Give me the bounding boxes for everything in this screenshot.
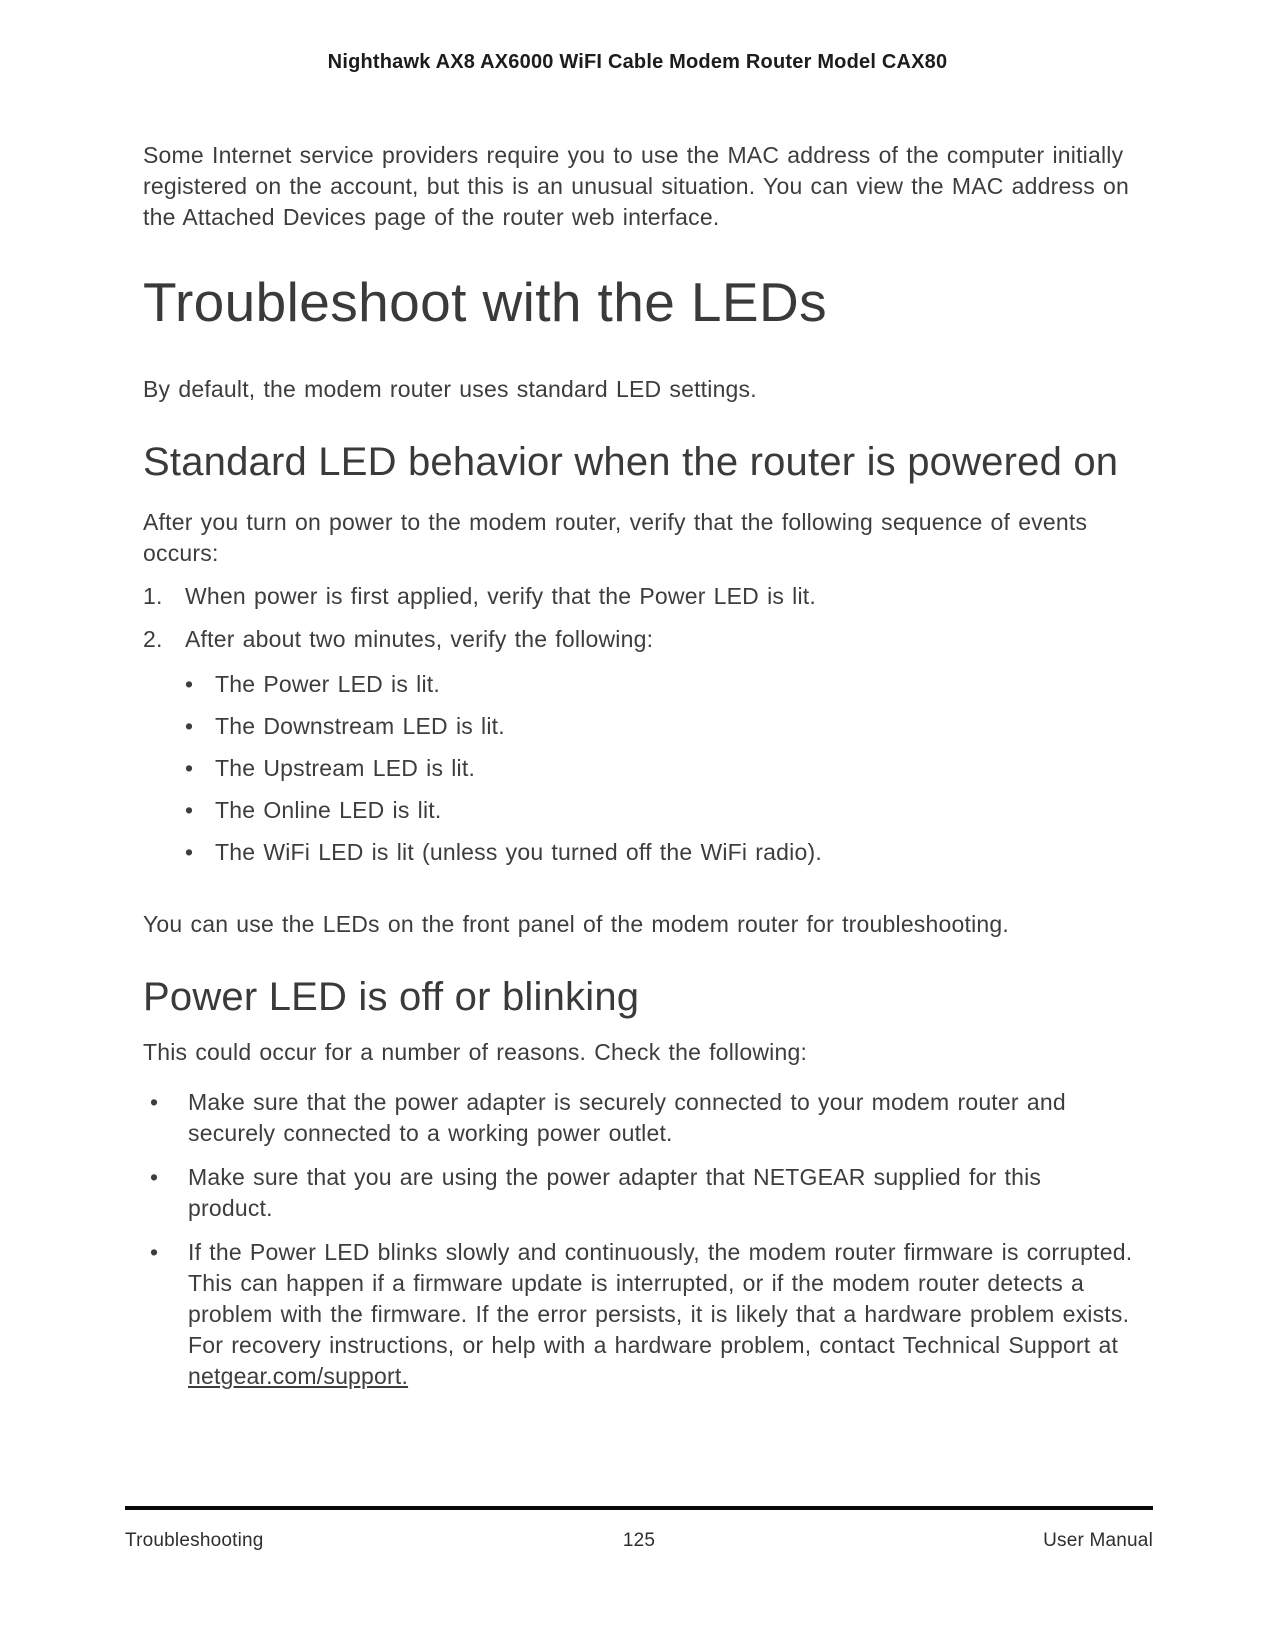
section-standard-led-behavior <box>143 438 1133 940</box>
section-power-led-off <box>143 973 1133 1392</box>
list-item <box>150 1237 1133 1392</box>
numbered-list <box>143 581 1133 655</box>
list-item-text: The WiFi LED is lit (unless you turned off the WiFi radio). <box>215 839 822 865</box>
list-item <box>185 795 1133 826</box>
intro-paragraph: Some Internet service providers require you to use the MAC address of the computer initially registered on the account, but this is an unusual situation. You can view the MAC address on the Attached Devices page of the router web interface. <box>143 142 1129 230</box>
page-footer <box>125 1506 1153 1553</box>
list-item-text: After about two minutes, verify the following: <box>185 626 654 652</box>
list-item <box>185 669 1133 700</box>
bullet-icon: • <box>185 671 194 697</box>
list-item <box>185 753 1133 784</box>
power-led-check-list <box>143 1087 1133 1392</box>
firmware-check-text: If the Power LED blinks slowly and continuously, the modem router firmware is corrupted. This can happen if a firmware update is interrupted, or if the modem router detects a problem with the firmware. If the error persists, it is likely that a hardware problem exists. For recovery instructions, or help with a hardware problem, contact Technical Support at <box>188 1239 1133 1358</box>
list-item-text <box>188 1237 1133 1392</box>
numbered-list-item <box>143 581 1133 612</box>
bullet-icon: • <box>185 797 194 823</box>
list-item-text: The Online LED is lit. <box>215 797 442 823</box>
list-item-text: When power is first applied, verify that the Power LED is lit. <box>185 583 816 609</box>
outro-paragraph: You can use the LEDs on the front panel of the modem router for troubleshooting. <box>143 911 1009 937</box>
list-item-text: The Downstream LED is lit. <box>215 713 505 739</box>
section-heading-power-led: Power LED is off or blinking <box>143 975 640 1019</box>
section-intro-paragraph: After you turn on power to the modem router, verify that the following sequence of events occurs: <box>143 509 1088 566</box>
footer-document-label: User Manual <box>1043 1530 1153 1551</box>
list-item <box>150 1162 1133 1224</box>
bullet-icon: • <box>185 713 194 739</box>
bullet-icon: • <box>185 839 194 865</box>
list-item <box>185 711 1133 742</box>
list-item-text: The Upstream LED is lit. <box>215 755 476 781</box>
led-check-list <box>143 669 1133 868</box>
bullet-icon: • <box>150 1239 159 1265</box>
bullet-icon: • <box>150 1164 159 1190</box>
footer-divider <box>125 1506 1153 1510</box>
footer-page-number: 125 <box>622 1530 656 1551</box>
bullet-icon: • <box>150 1089 159 1115</box>
footer-row <box>125 1529 1153 1553</box>
footer-section-name: Troubleshooting <box>125 1530 264 1551</box>
list-number: 1. <box>143 583 163 609</box>
list-item-text: The Power LED is lit. <box>215 671 440 697</box>
bullet-icon: • <box>185 755 194 781</box>
list-item <box>150 1087 1133 1149</box>
chapter-lead-paragraph: By default, the modem router uses standard LED settings. <box>143 376 757 402</box>
section-heading-standard-led: Standard LED behavior when the router is powered on <box>143 440 1119 484</box>
list-item-text: Make sure that you are using the power adapter that NETGEAR supplied for this product. <box>188 1164 1042 1221</box>
document-title: Nighthawk AX8 AX6000 WiFI Cable Modem Router Model CAX80 <box>327 51 948 73</box>
support-link[interactable]: netgear.com/support. <box>188 1363 409 1389</box>
list-item-text: Make sure that the power adapter is securely connected to your modem router and securely connected to a working power outlet. <box>188 1089 1066 1146</box>
numbered-list-item <box>143 624 1133 655</box>
list-item <box>185 837 1133 868</box>
chapter-title: Troubleshoot with the LEDs <box>143 271 827 333</box>
page-content <box>143 0 1133 1392</box>
section-intro-paragraph: This could occur for a number of reasons. Check the following: <box>143 1039 808 1065</box>
list-number: 2. <box>143 626 163 652</box>
